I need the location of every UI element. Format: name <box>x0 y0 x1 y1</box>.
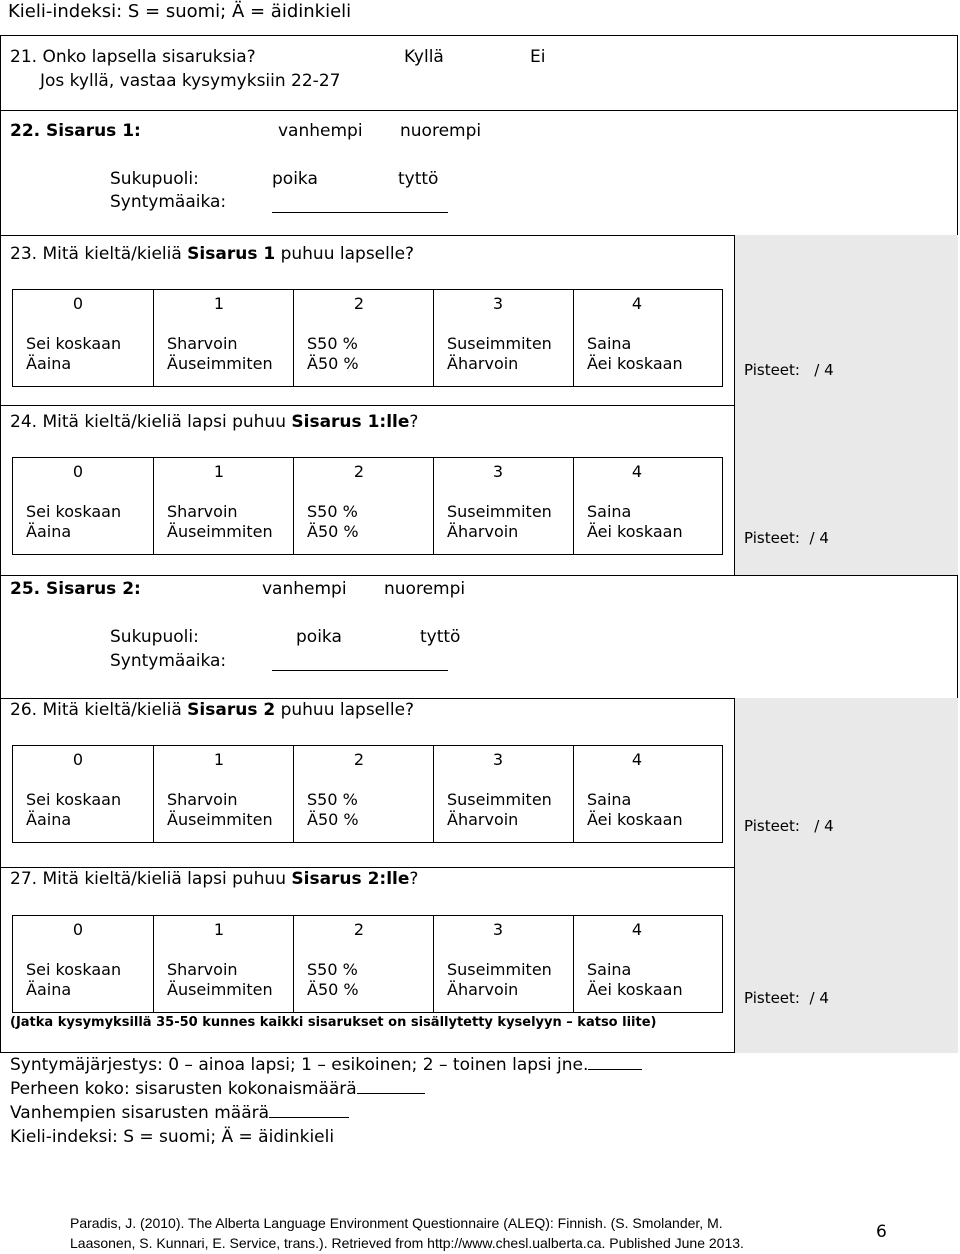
scale-option-3: Suseimmiten Äharvoin <box>447 960 552 999</box>
scale-option-1: Sharvoin Äuseimmiten <box>167 502 273 541</box>
q22-birthdate-label: Syntymäaika: <box>110 192 227 212</box>
parents-siblings-field[interactable] <box>269 1117 349 1118</box>
scale-value-4[interactable]: 4 <box>631 920 643 939</box>
scale-option-0: Sei koskaan Äaina <box>26 790 122 829</box>
q25-girl-option[interactable]: tyttö <box>420 627 461 647</box>
q21-no-option[interactable]: Ei <box>530 47 546 67</box>
scale-value-2[interactable]: 2 <box>353 750 365 769</box>
scale-option-1: Sharvoin Äuseimmiten <box>167 334 273 373</box>
q22-younger-option[interactable]: nuorempi <box>400 121 482 141</box>
scale-value-0[interactable]: 0 <box>72 462 84 481</box>
q24-score: Pisteet: / 4 <box>744 529 829 547</box>
scale-option-4: Saina Äei koskaan <box>587 502 683 541</box>
row-divider <box>0 110 958 111</box>
q27-scale <box>12 915 723 1013</box>
birth-order-field[interactable] <box>588 1069 642 1070</box>
scale-value-1[interactable]: 1 <box>213 920 225 939</box>
scale-value-2[interactable]: 2 <box>353 920 365 939</box>
scale-option-4: Saina Äei koskaan <box>587 334 683 373</box>
q26-score: Pisteet: / 4 <box>744 817 834 835</box>
scale-option-0: Sei koskaan Äaina <box>26 502 122 541</box>
scale-option-2: S50 % Ä50 % <box>307 502 359 541</box>
q25-gender-label: Sukupuoli: <box>110 627 199 647</box>
scale-value-1[interactable]: 1 <box>213 294 225 313</box>
language-index-header: Kieli-indeksi: S = suomi; Ä = äidinkieli <box>8 1 352 22</box>
q22-older-option[interactable]: vanhempi <box>278 121 363 141</box>
q23-scale <box>12 289 723 387</box>
row-divider <box>0 405 734 406</box>
scale-option-4: Saina Äei koskaan <box>587 790 683 829</box>
scale-option-0: Sei koskaan Äaina <box>26 334 122 373</box>
scale-value-4[interactable]: 4 <box>631 462 643 481</box>
scale-value-4[interactable]: 4 <box>631 750 643 769</box>
scale-value-3[interactable]: 3 <box>492 750 504 769</box>
scale-option-1: Sharvoin Äuseimmiten <box>167 790 273 829</box>
scale-option-3: Suseimmiten Äharvoin <box>447 334 552 373</box>
scale-value-1[interactable]: 1 <box>213 462 225 481</box>
birth-order-line: Syntymäjärjestys: 0 – ainoa lapsi; 1 – esikoinen; 2 – toinen lapsi jne. <box>10 1056 642 1076</box>
q21-note: Jos kyllä, vastaa kysymyksiin 22-27 <box>40 71 341 91</box>
scale-option-2: S50 % Ä50 % <box>307 960 359 999</box>
q26-question: 26. Mitä kieltä/kieliä Sisarus 2 puhuu lapselle? <box>10 700 415 720</box>
citation-line-1: Paradis, J. (2010). The Alberta Language Environment Questionnaire (ALEQ): Finnish. (S. Smolander, M. <box>70 1215 723 1231</box>
scale-option-2: S50 % Ä50 % <box>307 790 359 829</box>
q22-boy-option[interactable]: poika <box>272 169 318 189</box>
scale-option-3: Suseimmiten Äharvoin <box>447 790 552 829</box>
scale-option-4: Saina Äei koskaan <box>587 960 683 999</box>
scale-value-1[interactable]: 1 <box>213 750 225 769</box>
citation-line-2: Laasonen, S. Kunnari, E. Service, trans.). Retrieved from http://www.chesl.ualberta.ca. Published June 2013. <box>70 1235 744 1251</box>
q25-younger-option[interactable]: nuorempi <box>384 579 466 599</box>
q27-score: Pisteet: / 4 <box>744 989 829 1007</box>
scale-value-2[interactable]: 2 <box>353 462 365 481</box>
scale-value-0[interactable]: 0 <box>72 750 84 769</box>
q23-question: 23. Mitä kieltä/kieliä Sisarus 1 puhuu lapselle? <box>10 244 415 264</box>
q24-question: 24. Mitä kieltä/kieliä lapsi puhuu Sisarus 1:lle? <box>10 412 419 432</box>
scale-value-3[interactable]: 3 <box>492 294 504 313</box>
q23-score: Pisteet: / 4 <box>744 361 834 379</box>
q22-birthdate-field[interactable] <box>272 198 448 213</box>
q26-scale <box>12 745 723 843</box>
q27-question: 27. Mitä kieltä/kieliä lapsi puhuu Sisarus 2:lle? <box>10 869 419 889</box>
family-size-field[interactable] <box>357 1093 425 1094</box>
q24-scale <box>12 457 723 555</box>
q21-title: 21. Onko lapsella sisaruksia? <box>10 47 256 67</box>
continue-note: (Jatka kysymyksillä 35-50 kunnes kaikki sisarukset on sisällytetty kyselyyn – katso liite) <box>10 1015 657 1030</box>
scale-value-0[interactable]: 0 <box>72 294 84 313</box>
family-size-line: Perheen koko: sisarusten kokonaismäärä <box>10 1080 425 1100</box>
parents-siblings-line: Vanhempien sisarusten määrä <box>10 1104 349 1124</box>
scale-option-3: Suseimmiten Äharvoin <box>447 502 552 541</box>
score-column <box>734 235 958 575</box>
row-divider <box>0 575 958 576</box>
scale-option-2: S50 % Ä50 % <box>307 334 359 373</box>
scale-value-3[interactable]: 3 <box>492 920 504 939</box>
scale-option-0: Sei koskaan Äaina <box>26 960 122 999</box>
scale-value-0[interactable]: 0 <box>72 920 84 939</box>
scale-value-3[interactable]: 3 <box>492 462 504 481</box>
q22-girl-option[interactable]: tyttö <box>398 169 439 189</box>
language-index-footer: Kieli-indeksi: S = suomi; Ä = äidinkieli <box>10 1127 335 1147</box>
q25-older-option[interactable]: vanhempi <box>262 579 347 599</box>
q21-yes-option[interactable]: Kyllä <box>404 47 444 67</box>
page-number: 6 <box>876 1222 887 1242</box>
q22-title: 22. Sisarus 1: <box>10 121 141 141</box>
q25-title: 25. Sisarus 2: <box>10 579 141 599</box>
scale-option-1: Sharvoin Äuseimmiten <box>167 960 273 999</box>
scale-value-4[interactable]: 4 <box>631 294 643 313</box>
q25-birthdate-field[interactable] <box>272 656 448 671</box>
q25-boy-option[interactable]: poika <box>296 627 342 647</box>
q22-gender-label: Sukupuoli: <box>110 169 199 189</box>
q25-birthdate-label: Syntymäaika: <box>110 651 227 671</box>
row-divider <box>0 867 734 868</box>
scale-value-2[interactable]: 2 <box>353 294 365 313</box>
